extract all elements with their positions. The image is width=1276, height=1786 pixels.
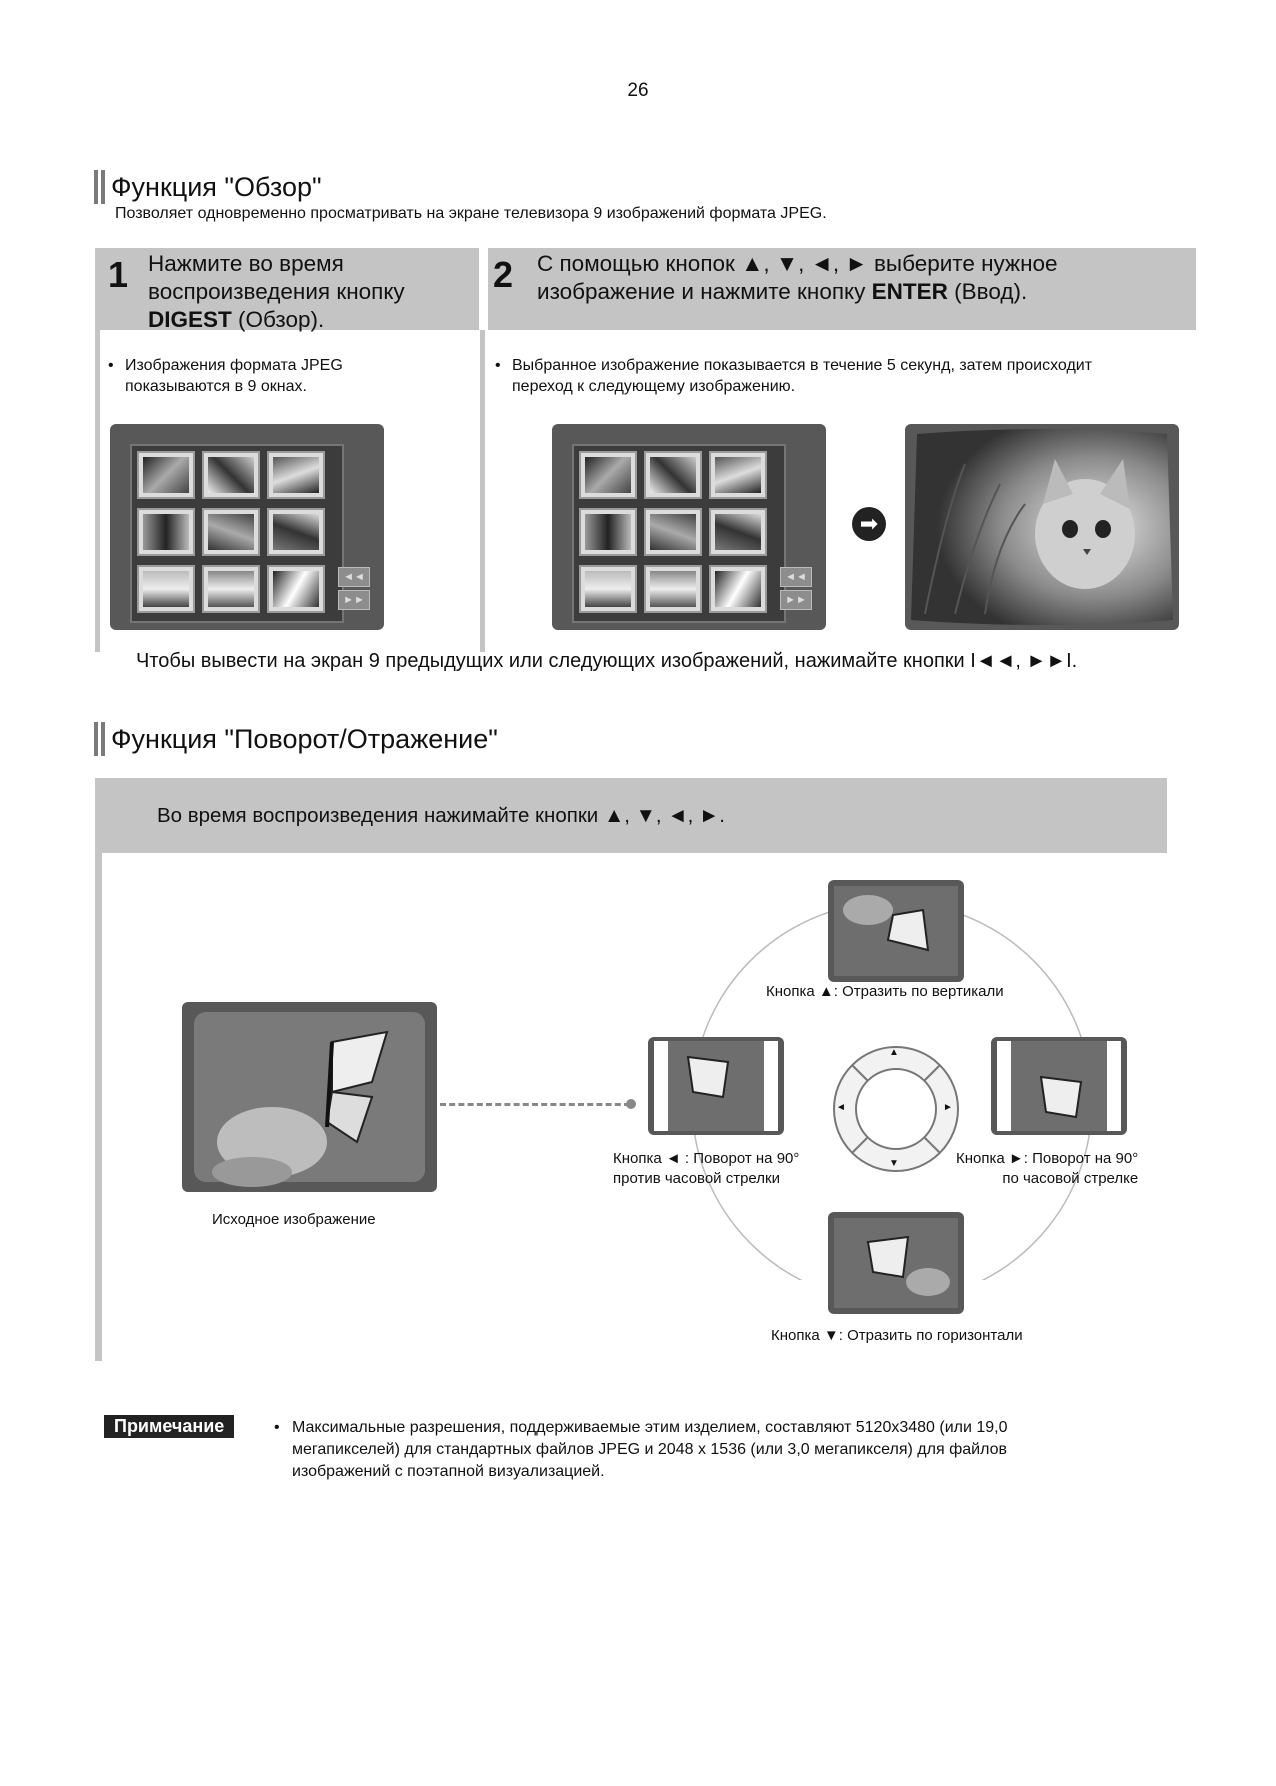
rotate-cw-image — [991, 1037, 1127, 1135]
rotate-instruction: Во время воспроизведения нажимайте кнопки ▲, ▼, ◄, ►. — [157, 804, 725, 827]
next-page-icon: ►► — [338, 590, 370, 610]
dpad-left-icon: ◄ — [836, 1102, 846, 1113]
flip-horizontal-image — [828, 1212, 964, 1314]
step2-text: С помощью кнопок ▲, ▼, ◄, ► выберите нужное изображение и нажмите кнопку ENTER (Ввод). — [537, 251, 1058, 304]
left-rule — [95, 330, 100, 652]
digest-screen-2 — [552, 424, 826, 630]
rotate-ccw-image — [648, 1037, 784, 1135]
connector-dot — [626, 1099, 636, 1109]
flip-horizontal-caption: Кнопка ▼: Отразить по горизонтали — [771, 1327, 1023, 1344]
digest-screen-1 — [110, 424, 384, 630]
arrow-right-icon: ➡ — [852, 507, 886, 541]
bullet-nine-windows: • Изображения формата JPEG показываются в 9 окнах. — [108, 357, 343, 395]
prev-page-icon: ◄◄ — [780, 567, 812, 587]
section-title-digest — [94, 170, 322, 204]
section-title-text: Функция "Поворот/Отражение" — [111, 723, 498, 754]
dpad-down-icon: ▼ — [889, 1158, 899, 1169]
step2-number: 2 — [493, 254, 514, 295]
bullet-selected-image: • Выбранное изображение показывается в течение 5 секунд, затем происходит переход к следующему изображению. — [495, 357, 1093, 395]
flip-vertical-image — [828, 880, 964, 982]
section-title-rotate — [94, 722, 498, 756]
prev-next-hint: Чтобы вывести на экран 9 предыдущих или следующих изображений, нажимайте кнопки I◄◄, ►►I. — [136, 650, 1078, 672]
original-image — [182, 1002, 437, 1192]
note-label: Примечание — [104, 1415, 234, 1438]
section-bars-icon — [94, 170, 105, 204]
butterfly-photo — [182, 1002, 437, 1192]
middle-rule — [480, 330, 485, 652]
connector-line — [440, 1103, 630, 1106]
section-title-text: Функция "Обзор" — [111, 171, 322, 202]
dpad-right-icon: ► — [943, 1102, 953, 1113]
rotate-cw-caption: Кнопка ►: Поворот на 90° по часовой стрелке — [956, 1150, 1139, 1187]
page-number: 26 — [627, 80, 649, 101]
dpad-up-icon: ▲ — [889, 1047, 899, 1058]
section-bars-icon — [94, 722, 105, 756]
section-subtitle: Позволяет одновременно просматривать на экране телевизора 9 изображений формата JPEG. — [115, 205, 827, 222]
note-text: • Максимальные разрешения, поддерживаемые этим изделием, составляют 5120x3480 (или 19,0 мегапикселей) для стандартных файлов JPEG и 2048 x 1536 (или 3,0 мегапикселя) для файлов изображений с поэтапной визуализацией. — [274, 1419, 1008, 1480]
section2-rule — [95, 853, 102, 1361]
rotate-ccw-caption: Кнопка ◄ : Поворот на 90° против часовой стрелки — [613, 1150, 800, 1187]
selected-image-screen — [905, 424, 1179, 630]
next-page-icon: ►► — [780, 590, 812, 610]
step1-number: 1 — [108, 254, 129, 295]
flip-vertical-caption: Кнопка ▲: Отразить по вертикали — [766, 983, 1004, 1000]
prev-page-icon: ◄◄ — [338, 567, 370, 587]
original-caption: Исходное изображение — [212, 1211, 376, 1228]
step1-text: Нажмите во время воспроизведения кнопку DIGEST (Обзор). — [148, 251, 405, 332]
kitten-photo — [905, 424, 1179, 630]
